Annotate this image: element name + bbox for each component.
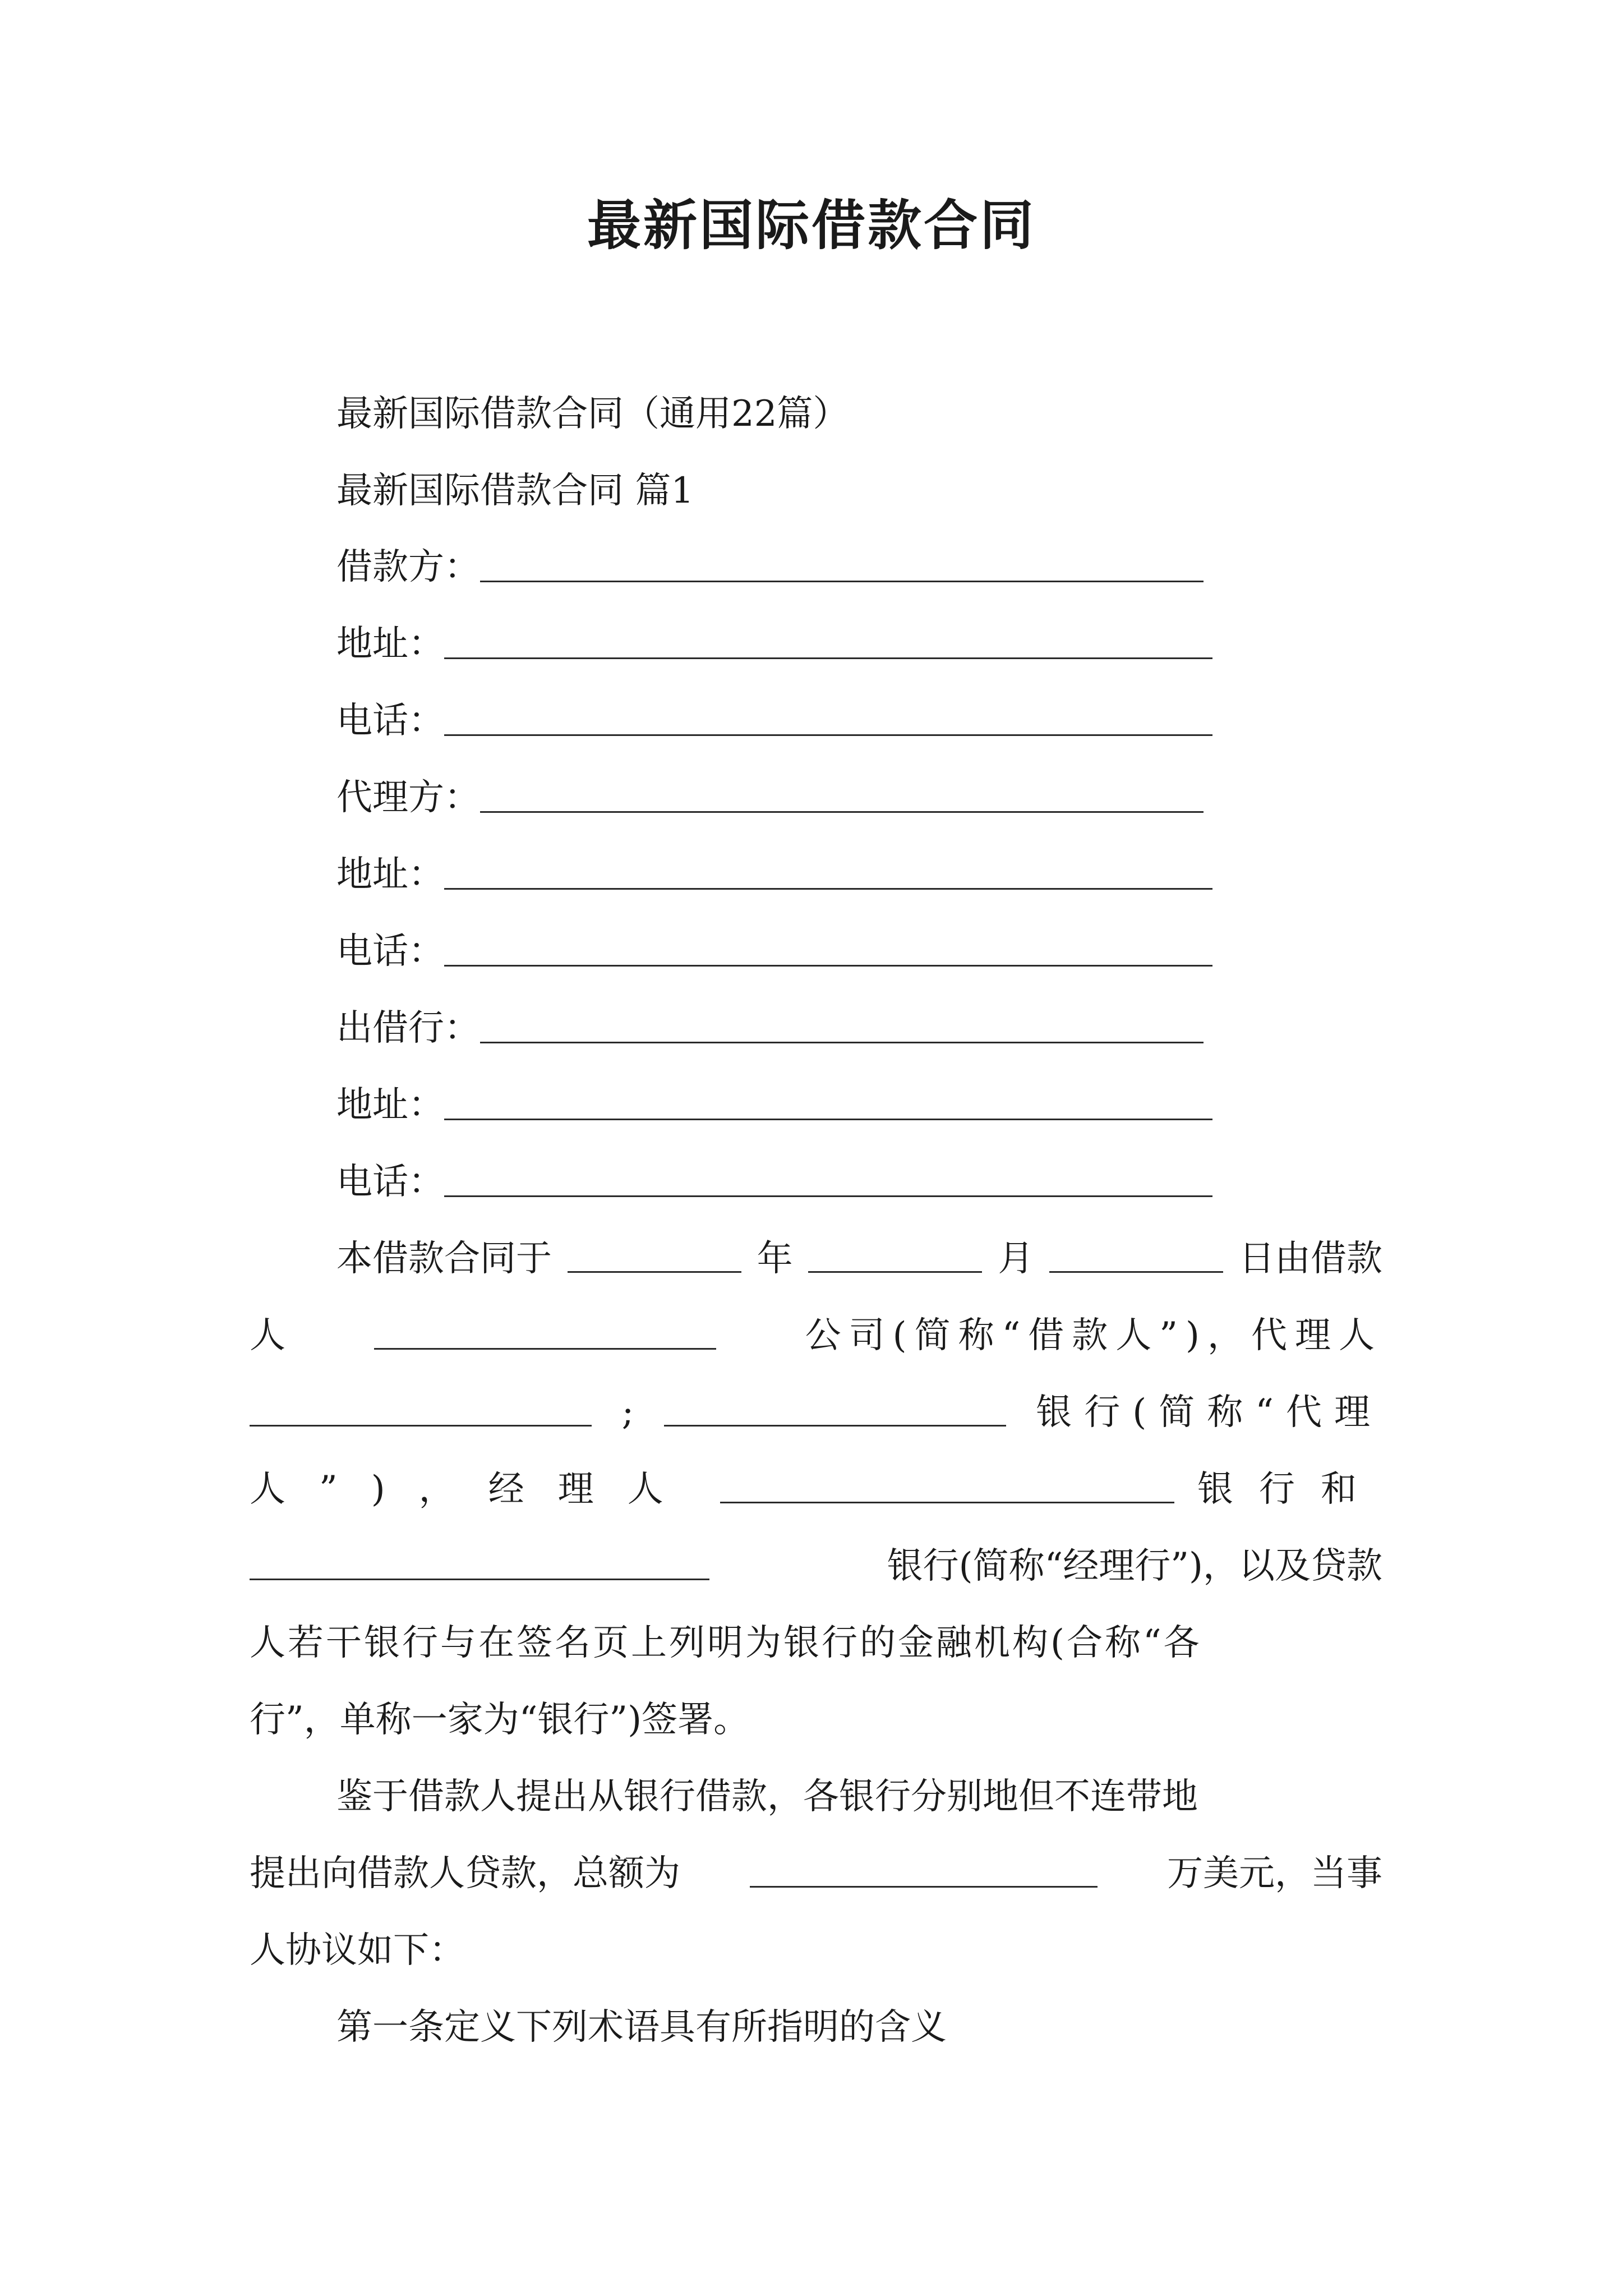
text-segment: 万美元，当事 xyxy=(1167,1853,1382,1894)
blank-line[interactable] xyxy=(250,1539,709,1580)
blank-line[interactable] xyxy=(374,1309,716,1350)
field-label: 电话： xyxy=(336,700,444,742)
paragraph-line xyxy=(336,1232,1382,1286)
blank-line[interactable] xyxy=(444,695,1212,736)
section-heading: 最新国际借款合同 篇1 xyxy=(336,470,694,512)
form-field-borrower xyxy=(336,540,1204,594)
article-heading: 第一条定义下列术语具有所指明的含义 xyxy=(336,2007,947,2048)
text-segment: 提出向借款人贷款，总额为 xyxy=(250,1853,680,1894)
text-segment: 年 xyxy=(757,1238,793,1280)
field-label: 电话： xyxy=(336,1161,444,1203)
paragraph-line: 人协议如下： xyxy=(250,1930,465,1971)
blank-line[interactable] xyxy=(1049,1232,1223,1273)
text-segment: 银行(简称“代理 xyxy=(1036,1392,1382,1433)
blank-line[interactable] xyxy=(480,1002,1204,1043)
blank-line[interactable] xyxy=(444,1156,1212,1197)
form-field-borrower-phone xyxy=(336,694,1212,748)
field-label: 地址： xyxy=(336,623,444,665)
text-segment: 人”)，经理人 xyxy=(250,1469,697,1510)
paragraph-line: 鉴于借款人提出从银行借款，各银行分别地但不连带地 xyxy=(336,1776,1198,1818)
blank-line[interactable] xyxy=(664,1386,1006,1427)
blank-line[interactable] xyxy=(750,1847,1098,1888)
text-segment: 公司(简称“借款人”)，代理人 xyxy=(805,1315,1382,1356)
text-segment: 本借款合同于 xyxy=(336,1238,552,1280)
blank-line[interactable] xyxy=(720,1462,1174,1503)
field-label: 代理方： xyxy=(336,777,480,818)
paragraph-line xyxy=(250,1847,1382,1901)
paragraph-line xyxy=(250,1539,1382,1593)
paragraph-line: 人若干银行与在签名页上列明为银行的金融机构(合称“各 xyxy=(250,1622,1202,1664)
blank-line[interactable] xyxy=(444,618,1212,659)
blank-line[interactable] xyxy=(480,541,1204,582)
text-segment: 日由借款 xyxy=(1238,1238,1382,1280)
document-title: 最新国际借款合同 xyxy=(587,194,1036,257)
blank-line[interactable] xyxy=(808,1232,982,1273)
blank-line[interactable] xyxy=(444,926,1212,967)
form-field-lender xyxy=(336,1001,1204,1055)
form-field-agent-phone xyxy=(336,924,1212,978)
field-label: 借款方： xyxy=(336,546,480,588)
blank-line[interactable] xyxy=(250,1386,592,1427)
paragraph-line: 行”，单称一家为“银行”)签署。 xyxy=(250,1699,750,1741)
document-subtitle: 最新国际借款合同（通用22篇） xyxy=(336,393,849,435)
field-label: 地址： xyxy=(336,854,444,895)
text-segment: 银行(简称“经理行”)，以及贷款 xyxy=(887,1545,1382,1587)
field-label: 出借行： xyxy=(336,1007,480,1049)
field-label: 地址： xyxy=(336,1084,444,1126)
form-field-agent-address xyxy=(336,848,1212,901)
blank-line[interactable] xyxy=(444,849,1212,890)
text-segment: 银行和 xyxy=(1197,1469,1382,1510)
paragraph-line xyxy=(250,1462,1382,1516)
paragraph-line xyxy=(250,1386,1382,1439)
field-label: 电话： xyxy=(336,931,444,972)
blank-line[interactable] xyxy=(568,1232,741,1273)
paragraph-line xyxy=(250,1309,1382,1363)
blank-line[interactable] xyxy=(480,772,1204,813)
text-segment: 月 xyxy=(998,1238,1034,1280)
form-field-lender-phone xyxy=(336,1155,1212,1209)
text-segment: ; xyxy=(621,1392,634,1433)
form-field-lender-address xyxy=(336,1078,1212,1132)
form-field-borrower-address xyxy=(336,617,1212,671)
blank-line[interactable] xyxy=(444,1079,1212,1120)
form-field-agent xyxy=(336,771,1204,825)
text-segment: 人 xyxy=(250,1315,285,1356)
